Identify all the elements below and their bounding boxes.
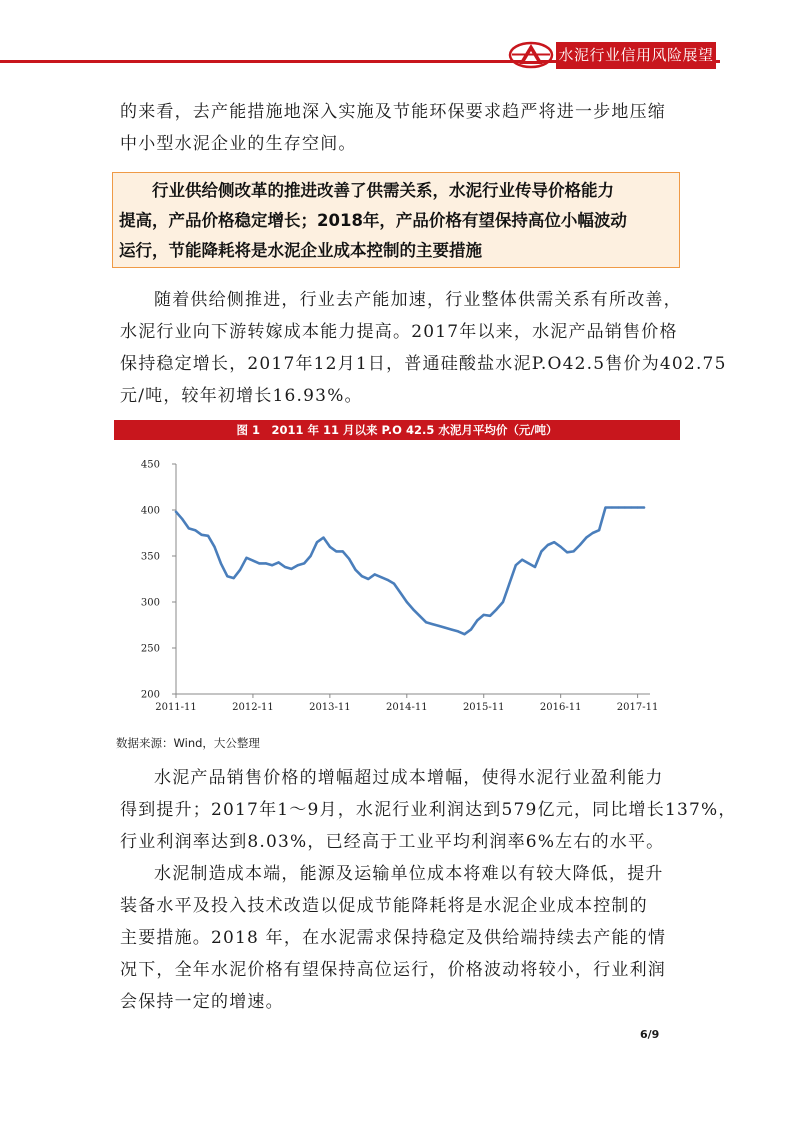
data-point xyxy=(438,625,440,627)
data-point xyxy=(451,629,453,631)
text-line: 主要措施。2018 年，在水泥需求保持稳定及供给端持续去产能的情 xyxy=(120,928,667,948)
data-point xyxy=(553,541,555,543)
data-point xyxy=(233,577,235,579)
data-point xyxy=(624,506,626,508)
text-line: 水泥制造成本端，能源及运输单位成本将难以有较大降低，提升 xyxy=(154,864,664,884)
header-title: 水泥行业信用风险展望 xyxy=(556,42,716,69)
data-point xyxy=(579,544,581,546)
data-point xyxy=(271,564,273,566)
data-point xyxy=(290,568,292,570)
price-paragraph xyxy=(120,284,727,412)
data-point xyxy=(367,578,369,580)
text-line: 得到提升；2017年1～9月，水泥行业利润达到579亿元，同比增长137%， xyxy=(120,800,737,820)
data-point xyxy=(310,555,312,557)
y-tick-label: 200 xyxy=(140,689,160,701)
data-point xyxy=(265,562,267,564)
y-tick-label: 300 xyxy=(140,597,160,609)
data-point xyxy=(572,550,574,552)
company-logo-icon xyxy=(508,40,554,70)
data-point xyxy=(444,627,446,629)
profit-paragraph xyxy=(120,762,737,858)
data-point xyxy=(213,546,215,548)
data-point xyxy=(630,506,632,508)
data-point xyxy=(521,559,523,561)
data-point xyxy=(380,576,382,578)
callout-line: 运行，节能降耗将是水泥企业成本控制的主要措施 xyxy=(119,241,482,260)
x-tick-label: 2011-11 xyxy=(155,702,197,713)
series-group xyxy=(175,506,645,635)
data-point xyxy=(431,623,433,625)
y-axis xyxy=(141,460,176,701)
data-point xyxy=(329,546,331,548)
text-line: 随着供给侧推进，行业去产能加速，行业整体供需关系有所改善， xyxy=(154,290,682,310)
x-tick-label: 2017-11 xyxy=(616,702,659,713)
text-line: 水泥行业向下游转嫁成本能力提高。2017年以来，水泥产品销售价格 xyxy=(120,322,678,342)
data-point xyxy=(476,619,478,621)
data-point xyxy=(412,608,414,610)
y-tick-label: 400 xyxy=(140,505,160,517)
data-point xyxy=(489,615,491,617)
y-tick-label: 250 xyxy=(140,643,160,655)
text-line: 的来看，去产能措施地深入实施及节能环保要求趋严将进一步地压缩 xyxy=(120,102,666,122)
data-point xyxy=(457,630,459,632)
x-tick-label: 2012-11 xyxy=(232,702,274,713)
x-tick-label: 2014-11 xyxy=(386,702,428,713)
data-point xyxy=(604,506,606,508)
data-point xyxy=(528,562,530,564)
data-point xyxy=(419,615,421,617)
x-axis xyxy=(155,694,658,713)
data-point xyxy=(393,583,395,585)
data-point xyxy=(322,537,324,539)
data-point xyxy=(297,564,299,566)
data-point xyxy=(592,532,594,534)
y-tick-label: 450 xyxy=(140,459,160,471)
data-point xyxy=(201,534,203,536)
data-point xyxy=(278,561,280,563)
data-point xyxy=(534,566,536,568)
data-point xyxy=(540,550,542,552)
data-point xyxy=(495,608,497,610)
data-point xyxy=(560,546,562,548)
text-line: 装备水平及投入技术改造以促成节能降耗将是水泥企业成本控制的 xyxy=(120,896,648,916)
page-number: 6/9 xyxy=(640,1028,660,1041)
callout-line: 提高，产品价格稳定增长；2018年，产品价格有望保持高位小幅波动 xyxy=(119,211,627,230)
data-point xyxy=(194,529,196,531)
data-point xyxy=(483,614,485,616)
price-line-chart xyxy=(114,448,680,722)
data-point xyxy=(463,633,465,635)
text-line: 元/吨，较年初增长16.93%。 xyxy=(120,386,363,406)
figure-caption: 图 1 2011 年 11 月以来 P.O 42.5 水泥月平均价（元/吨） xyxy=(114,420,680,440)
data-point xyxy=(220,562,222,564)
data-point xyxy=(207,535,209,537)
data-point xyxy=(303,562,305,564)
data-point xyxy=(245,557,247,559)
text-line: 行业利润率达到8.03%，已经高于工业平均利润率6%左右的水平。 xyxy=(120,832,665,852)
y-tick-label: 350 xyxy=(140,551,160,563)
data-point xyxy=(387,579,389,581)
callout-line: 行业供给侧改革的推进改善了供需关系，水泥行业传导价格能力 xyxy=(152,181,614,200)
data-point xyxy=(361,575,363,577)
cost-paragraph xyxy=(120,858,682,1018)
data-source: 数据来源：Wind，大公整理 xyxy=(116,736,260,750)
highlight-callout xyxy=(112,172,680,268)
data-point xyxy=(348,558,350,560)
data-point xyxy=(181,518,183,520)
data-point xyxy=(239,569,241,571)
data-point xyxy=(374,573,376,575)
data-point xyxy=(566,551,568,553)
data-point xyxy=(611,506,613,508)
data-point xyxy=(258,562,260,564)
text-line: 中小型水泥企业的生存空间。 xyxy=(120,134,357,154)
text-line: 会保持一定的增速。 xyxy=(120,992,284,1012)
data-point xyxy=(598,529,600,531)
x-tick-label: 2013-11 xyxy=(309,702,351,713)
data-point xyxy=(637,506,639,508)
data-point xyxy=(284,566,286,568)
data-point xyxy=(547,544,549,546)
x-tick-label: 2015-11 xyxy=(462,702,505,713)
text-line: 水泥产品销售价格的增幅超过成本增幅，使得水泥行业盈利能力 xyxy=(154,768,664,788)
data-point xyxy=(252,560,254,562)
x-tick-label: 2016-11 xyxy=(539,702,582,713)
data-point xyxy=(425,621,427,623)
data-point xyxy=(643,506,645,508)
intro-paragraph xyxy=(120,96,682,160)
data-point xyxy=(508,583,510,585)
price-series-line xyxy=(176,508,644,635)
data-point xyxy=(354,569,356,571)
data-point xyxy=(515,564,517,566)
data-point xyxy=(316,541,318,543)
data-point xyxy=(399,592,401,594)
text-line: 保持稳定增长，2017年12月1日，普通硅酸盐水泥P.O42.5售价为402.75 xyxy=(120,354,727,374)
data-point xyxy=(226,575,228,577)
data-point xyxy=(406,601,408,603)
data-point xyxy=(585,537,587,539)
data-point xyxy=(175,511,177,513)
data-point xyxy=(342,550,344,552)
data-point xyxy=(502,601,504,603)
data-point xyxy=(188,527,190,529)
data-point xyxy=(335,550,337,552)
data-point xyxy=(617,506,619,508)
text-line: 况下，全年水泥价格有望保持高位运行，价格波动将较小，行业利润 xyxy=(120,960,666,980)
data-point xyxy=(470,629,472,631)
